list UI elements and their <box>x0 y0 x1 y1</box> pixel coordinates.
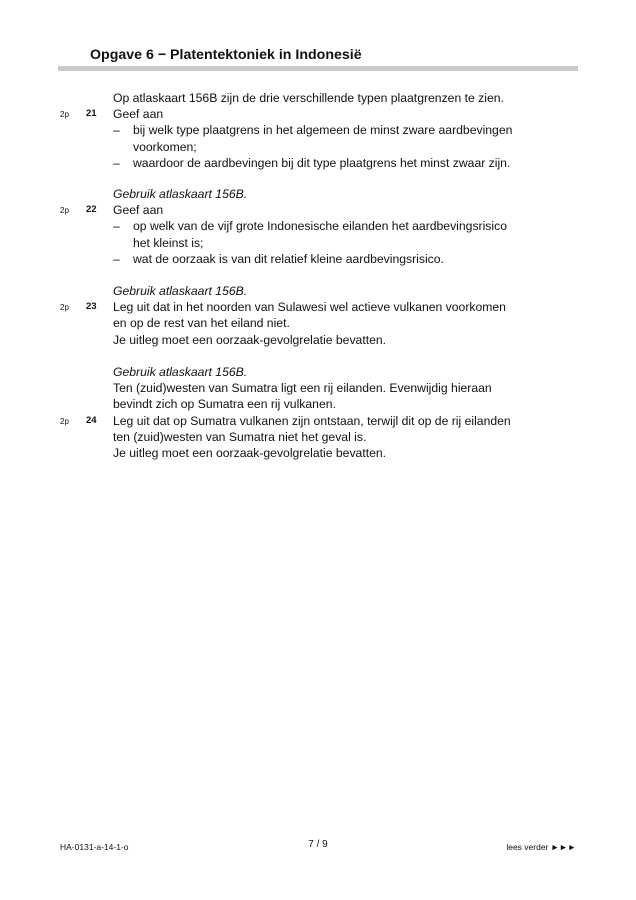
instruction-line <box>0 186 636 202</box>
question-text: Leg uit dat op Sumatra vulkanen zijn ontstaan, terwijl dit op de rij eilanden <box>113 413 511 428</box>
question-text: Leg uit dat in het noorden van Sulawesi wel actieve vulkanen voorkomen <box>113 300 506 315</box>
context-line <box>0 380 636 396</box>
question-23-line <box>0 299 636 315</box>
question-number: 23 <box>86 301 97 313</box>
question-24-line <box>0 445 636 461</box>
points-label: 2p <box>60 416 69 426</box>
bullet-dash: – <box>113 155 120 170</box>
question-24-line <box>0 429 636 445</box>
context-text: bevindt zich op Sumatra een rij vulkanen. <box>113 397 336 412</box>
bullet-text: wat de oorzaak is van dit relatief kleine aardbevingsrisico. <box>133 251 444 266</box>
bullet-text: voorkomen; <box>133 139 197 154</box>
section-title: Opgave 6 − Platentektoniek in Indonesië <box>90 47 362 63</box>
bullet-text: waardoor de aardbevingen bij dit type plaatgrens het minst zwaar zijn. <box>133 155 511 170</box>
question-number: 22 <box>86 204 97 216</box>
question-22-block <box>0 186 636 267</box>
bullet-text: op welk van de vijf grote Indonesische eilanden het aardbevingsrisico <box>133 219 507 234</box>
bullet-text: bij welk type plaatgrens in het algemeen de minst zware aardbevingen <box>133 123 513 138</box>
question-21-lead-line <box>0 106 636 122</box>
points-label: 2p <box>60 303 69 313</box>
bullet-continuation <box>0 235 636 251</box>
question-text: en op de rest van het eiland niet. <box>113 316 290 331</box>
question-23-line <box>0 332 636 348</box>
title-underline <box>58 66 578 71</box>
instruction-text: Gebruik atlaskaart 156B. <box>113 187 248 201</box>
bullet-line <box>0 122 636 138</box>
bullet-continuation <box>0 139 636 155</box>
context-line <box>0 396 636 412</box>
bullet-text: het kleinst is; <box>133 235 204 250</box>
question-text: ten (zuid)westen van Sumatra niet het geval is. <box>113 429 367 444</box>
bullet-line <box>0 218 636 234</box>
question-text: Je uitleg moet een oorzaak-gevolgrelatie bevatten. <box>113 332 387 347</box>
bullet-line <box>0 251 636 267</box>
intro-text: Op atlaskaart 156B zijn de drie verschillende typen plaatgrenzen te zien. <box>113 91 504 105</box>
page-number: 7 / 9 <box>308 839 328 850</box>
context-text: Ten (zuid)westen van Sumatra ligt een rij eilanden. Evenwijdig hieraan <box>113 381 492 396</box>
continue-label: lees verder ►►► <box>506 842 576 852</box>
instruction-line <box>0 283 636 299</box>
question-text: Je uitleg moet een oorzaak-gevolgrelatie bevatten. <box>113 445 387 460</box>
bullet-dash: – <box>113 251 120 266</box>
exam-code: HA-0131-a-14-1-o <box>60 842 129 852</box>
question-number: 21 <box>86 108 97 120</box>
bullet-line <box>0 155 636 171</box>
points-label: 2p <box>60 206 69 216</box>
question-22-lead-line <box>0 202 636 218</box>
instruction-text: Gebruik atlaskaart 156B. <box>113 284 248 298</box>
instruction-text: Gebruik atlaskaart 156B. <box>113 365 248 379</box>
bullet-dash: – <box>113 123 120 138</box>
question-24-line <box>0 413 636 429</box>
question-number: 24 <box>86 414 97 426</box>
points-label: 2p <box>60 110 69 120</box>
question-23-block <box>0 283 636 348</box>
instruction-line <box>0 364 636 380</box>
question-23-line <box>0 315 636 331</box>
question-24-block <box>0 364 636 461</box>
intro-line <box>0 90 636 106</box>
question-21-block <box>0 90 636 171</box>
bullet-dash: – <box>113 219 120 234</box>
question-lead: Geef aan <box>113 203 164 218</box>
question-lead: Geef aan <box>113 107 164 122</box>
